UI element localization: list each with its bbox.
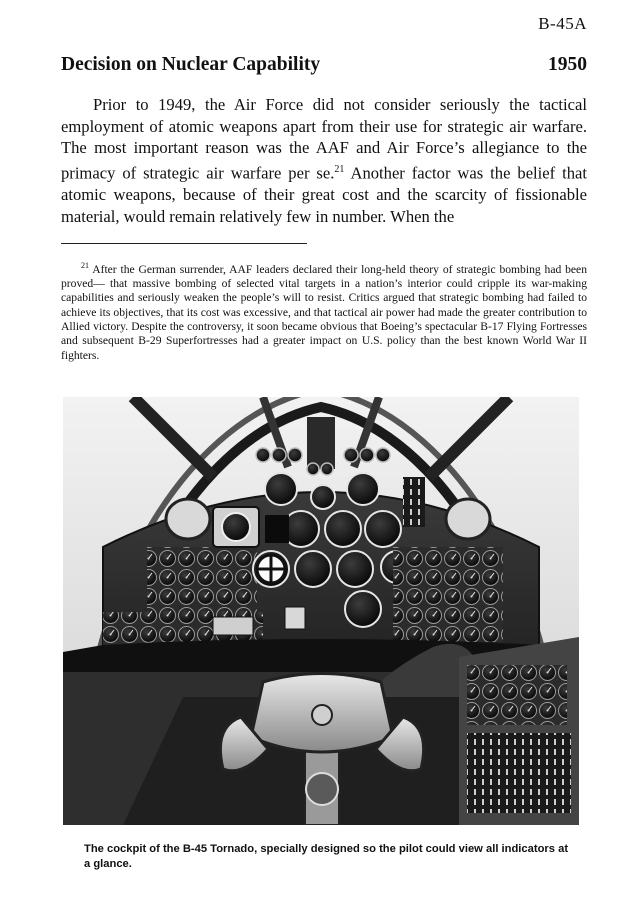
footnote-reference: 21 <box>334 163 345 175</box>
section-title-row <box>61 54 587 76</box>
photo-caption: The cockpit of the B-45 Tornado, specially designed so the pilot could view all indicators at a glance. <box>84 843 569 870</box>
cockpit-photo-image <box>63 397 579 825</box>
footnote-divider <box>61 243 307 244</box>
footnote-text: After the German surrender, AAF leaders declared their long-held theory of strategic bombing had been proved— that massive bombing of selected vital targets in a nation’s interior could cripple its war-making capabilities and seriously weaken the people’s will to resist. Critics argued that strategic bombing had failed to achieve its objectives, that its cost was excessive, and that tactical air power had made the greater contribution to Allied victory. Despite the controversy, it soon became obvious that Boeing’s spectacular B-17 Flying Fortresses and subsequent B-29 Superfortresses had a greater impact on U.S. policy than the best known World War II fighters. <box>61 262 587 362</box>
cockpit-photo <box>63 397 579 825</box>
page-header-code: B-45A <box>538 14 587 33</box>
body-paragraph <box>61 94 587 227</box>
body-text-part-1: Prior to 1949, the Air Force did not consider seriously the tactical employment of atomic weapons apart from their use for strategic air warfare. The most important reason was the AAF and Air Force’s allegiance to the primacy of strategic air warfare per se. <box>61 95 587 183</box>
section-title: Decision on Nuclear Capability <box>61 54 321 75</box>
body-text-part-2: Another factor was the belief that atomic weapons, because of their great cost and the scarcity of fissionable material, would remain relatively few in number. When the <box>61 163 588 226</box>
section-year: 1950 <box>548 54 587 75</box>
footnote-number: 21 <box>81 261 89 270</box>
footnote <box>61 259 587 363</box>
